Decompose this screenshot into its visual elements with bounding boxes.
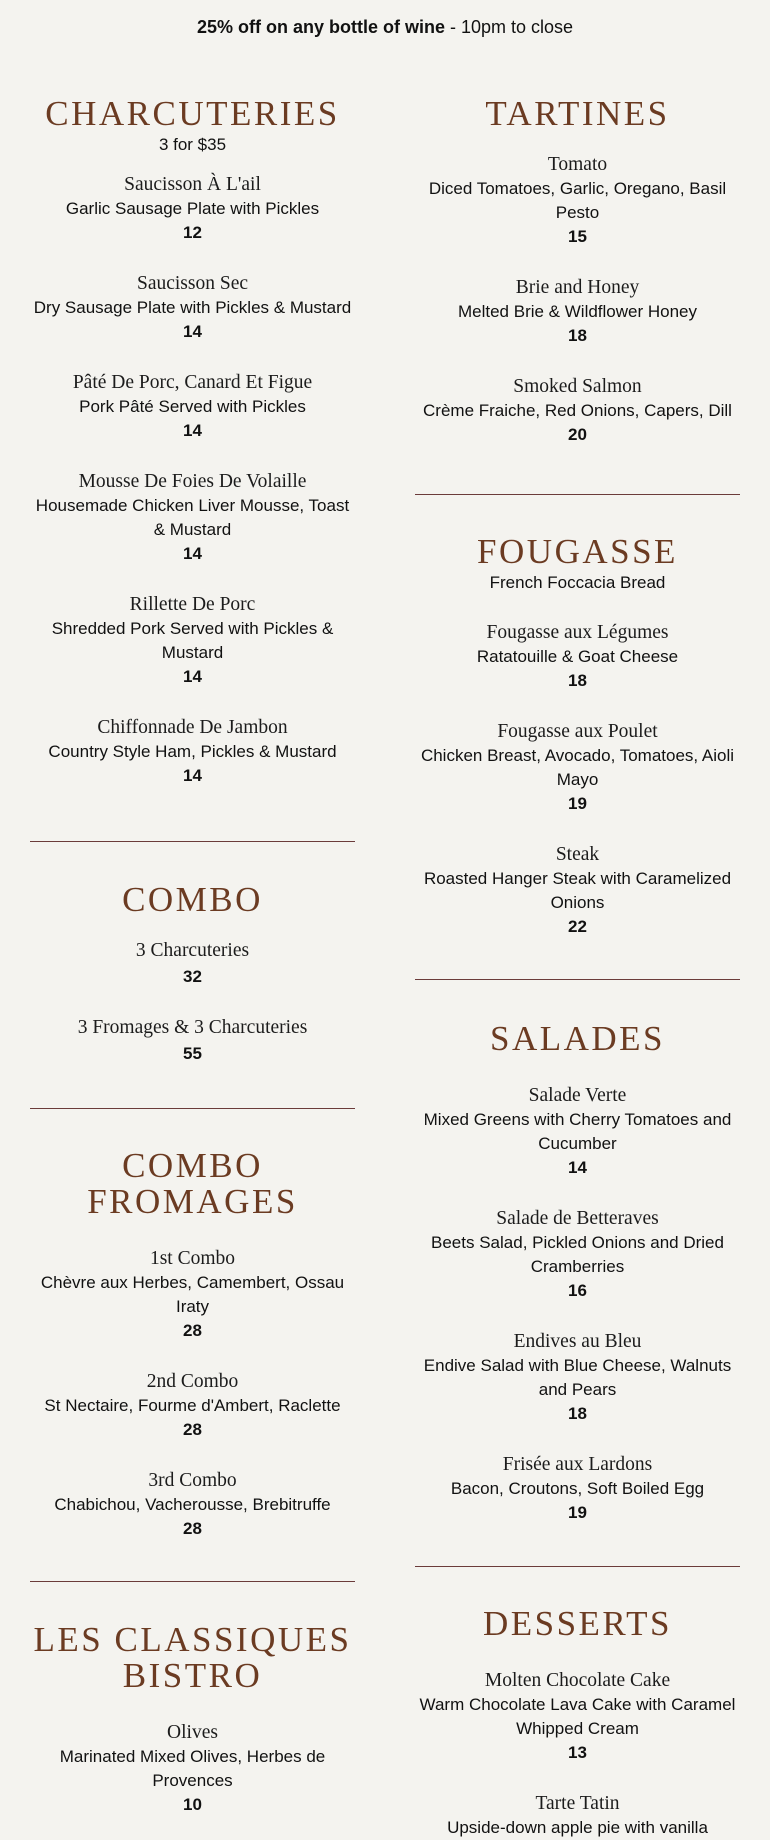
- menu-item: [415, 842, 740, 939]
- item-name: Tarte Tatin: [535, 1793, 620, 1814]
- menu-item: [415, 374, 740, 447]
- item-description: Housemade Chicken Liver Mousse, Toast & Mustard: [35, 496, 350, 539]
- section-title: SALADES: [489, 1019, 666, 1058]
- item-name: Salade de Betteraves: [496, 1208, 659, 1229]
- menu-item: [30, 1468, 355, 1541]
- section-title: COMBO FROMAGES: [87, 1146, 298, 1221]
- item-price: 12: [183, 223, 202, 242]
- promo-highlight: 25% off on any bottle of wine: [196, 17, 445, 37]
- item-name: Fougasse aux Poulet: [497, 721, 658, 742]
- item-description: Beets Salad, Pickled Onions and Dried Cramberries: [431, 1233, 724, 1276]
- section-divider: [30, 1108, 355, 1109]
- item-name: Saucisson À L'ail: [124, 174, 261, 195]
- item-name: Brie and Honey: [515, 277, 640, 298]
- menu-item: [415, 1668, 740, 1765]
- menu-item: [415, 719, 740, 816]
- menu-item: [30, 1015, 355, 1066]
- item-name: Mousse De Foies De Volaille: [78, 471, 307, 492]
- item-description: St Nectaire, Fourme d'Ambert, Raclette: [44, 1396, 341, 1415]
- item-name: 3rd Combo: [148, 1470, 237, 1491]
- section-divider: [30, 841, 355, 842]
- menu-item: [30, 370, 355, 443]
- section-desserts: [415, 1606, 740, 1840]
- item-description: Chicken Breast, Avocado, Tomatoes, Aioli Mayo: [420, 746, 735, 789]
- menu-item: [30, 938, 355, 989]
- item-description: Garlic Sausage Plate with Pickles: [65, 199, 320, 218]
- item-name: Frisée aux Lardons: [502, 1454, 653, 1475]
- item-name: Steak: [555, 844, 600, 865]
- item-description: Mixed Greens with Cherry Tomatoes and Cucumber: [423, 1110, 732, 1153]
- section-title: FOUGASSE: [477, 532, 678, 571]
- promo-hours: - 10pm to close: [444, 17, 574, 37]
- item-price: 28: [183, 1321, 202, 1340]
- item-price: 14: [183, 421, 202, 440]
- item-name: Rillette De Porc: [129, 594, 256, 615]
- item-price: 18: [568, 1404, 587, 1423]
- item-price: 22: [568, 917, 587, 936]
- item-price: 15: [568, 227, 587, 246]
- section-tartines: [415, 96, 740, 447]
- item-name: Endives au Bleu: [513, 1331, 642, 1352]
- menu-item: [415, 275, 740, 348]
- item-price: 14: [568, 1158, 587, 1177]
- item-description: Ratatouille & Goat Cheese: [476, 647, 679, 666]
- section-subtitle: 3 for $35: [158, 135, 227, 154]
- item-description: Roasted Hanger Steak with Caramelized Onions: [423, 869, 732, 912]
- item-description: Chabichou, Vacherousse, Brebitruffe: [54, 1495, 331, 1514]
- menu-item: [30, 1720, 355, 1817]
- section-title: CHARCUTERIES: [45, 94, 340, 133]
- item-price: 14: [183, 544, 202, 563]
- item-price: 16: [568, 1281, 587, 1300]
- section-title: DESSERTS: [482, 1604, 673, 1643]
- item-name: Molten Chocolate Cake: [484, 1670, 671, 1691]
- section-divider: [415, 979, 740, 980]
- item-price: 19: [568, 794, 587, 813]
- item-name: 2nd Combo: [146, 1371, 239, 1392]
- menu-item: [415, 620, 740, 693]
- menu-item: [30, 1246, 355, 1343]
- section-les-classiques-bistro: [30, 1622, 355, 1817]
- item-price: 14: [183, 322, 202, 341]
- item-name: Olives: [167, 1722, 218, 1743]
- menu-item: [30, 1369, 355, 1442]
- section-combo: [30, 882, 355, 1066]
- item-name: Saucisson Sec: [136, 273, 249, 294]
- section-salades: [415, 1021, 740, 1525]
- item-description: Warm Chocolate Lava Cake with Caramel Whipped Cream: [419, 1695, 736, 1738]
- item-price: 19: [568, 1503, 587, 1522]
- item-description: Bacon, Croutons, Soft Boiled Egg: [450, 1479, 705, 1498]
- item-description: Country Style Ham, Pickles & Mustard: [48, 742, 337, 761]
- item-price: 28: [183, 1519, 202, 1538]
- item-price: 55: [183, 1044, 202, 1063]
- item-price: 14: [183, 766, 202, 785]
- section-fougasse: [415, 534, 740, 939]
- menu-item: [30, 172, 355, 245]
- section-combo-fromages: [30, 1148, 355, 1541]
- item-price: 28: [183, 1420, 202, 1439]
- section-subtitle: French Foccacia Bread: [489, 573, 666, 592]
- item-description: Diced Tomatoes, Garlic, Oregano, Basil Pesto: [428, 179, 727, 222]
- section-divider: [415, 1566, 740, 1567]
- item-name: 3 Charcuteries: [135, 940, 250, 961]
- item-price: 13: [568, 1743, 587, 1762]
- item-price: 10: [183, 1795, 202, 1814]
- section-title: TARTINES: [485, 94, 670, 133]
- item-name: Tomato: [547, 154, 608, 175]
- menu-item: [415, 1791, 740, 1840]
- item-price: 32: [183, 967, 202, 986]
- menu-item: [415, 1206, 740, 1303]
- item-price: 14: [183, 667, 202, 686]
- promo-line: [0, 17, 770, 38]
- item-description: Shredded Pork Served with Pickles & Mustard: [51, 619, 334, 662]
- menu-item: [415, 1329, 740, 1426]
- menu-item: [415, 152, 740, 249]
- item-name: 3 Fromages & 3 Charcuteries: [77, 1017, 308, 1038]
- section-divider: [415, 494, 740, 495]
- section-divider: [30, 1581, 355, 1582]
- item-description: Chèvre aux Herbes, Camembert, Ossau Iraty: [40, 1273, 345, 1316]
- section-title: COMBO: [122, 880, 263, 919]
- menu-item: [30, 592, 355, 689]
- item-description: Upside-down apple pie with vanilla: [447, 1818, 708, 1837]
- item-price: 20: [568, 425, 587, 444]
- item-name: Salade Verte: [528, 1085, 627, 1106]
- item-description: Crème Fraiche, Red Onions, Capers, Dill: [423, 401, 732, 420]
- item-name: Smoked Salmon: [513, 376, 642, 397]
- section-charcuteries: [30, 96, 355, 788]
- menu-item: [30, 469, 355, 566]
- item-description: Marinated Mixed Olives, Herbes de Provences: [59, 1747, 326, 1790]
- item-description: Melted Brie & Wildflower Honey: [457, 302, 698, 321]
- item-description: Dry Sausage Plate with Pickles & Mustard: [33, 298, 352, 317]
- menu-item: [415, 1083, 740, 1180]
- item-name: Chiffonnade De Jambon: [97, 717, 288, 738]
- item-description: Endive Salad with Blue Cheese, Walnuts and Pears: [423, 1356, 732, 1399]
- menu-item: [30, 271, 355, 344]
- section-title: LES CLASSIQUES BISTRO: [33, 1620, 352, 1695]
- menu-item: [415, 1452, 740, 1525]
- item-description: Pork Pâté Served with Pickles: [79, 397, 306, 416]
- item-price: 18: [568, 671, 587, 690]
- menu-item: [30, 715, 355, 788]
- item-price: 18: [568, 326, 587, 345]
- item-name: 1st Combo: [149, 1248, 236, 1269]
- item-name: Pâté De Porc, Canard Et Figue: [72, 372, 313, 393]
- item-name: Fougasse aux Légumes: [486, 622, 669, 643]
